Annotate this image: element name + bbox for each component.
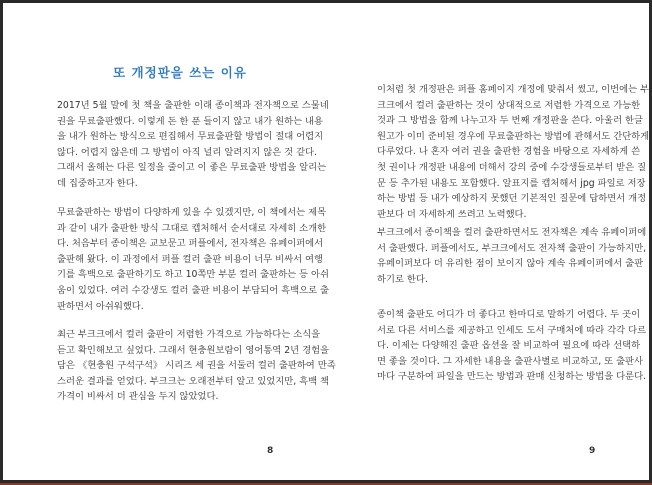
text-line: 판하면서 아쉬워했다. — [57, 300, 144, 312]
text-line: 다. 처음부터 종이책은 교보문고 퍼플에서, 전자책은 유페이퍼에서 — [57, 238, 324, 250]
text-line: 서로 다른 서비스를 제공하고 인세도 도서 구매처에 따라 각각 다르 — [377, 324, 647, 336]
text-line: 권을 무료출판했다. 이렇게 돈 한 푼 들이지 않고 내가 원하는 내용 — [57, 115, 324, 127]
text-line: 마다 구분하여 파일을 만드는 방법과 판매 신청하는 방법을 다룬다. — [377, 371, 647, 383]
text-line: 서 출판했다. 퍼플에서도, 부크크에서도 전자책 출판이 가능하지만, — [377, 242, 647, 254]
text-line: 이처럼 첫 개정판은 퍼플 홈페이지 개정에 맞춰서 썼고, 이번에는 부 — [377, 84, 650, 95]
text-line: 출판해 왔다. 이 과정에서 퍼플 컬러 출판 비용이 너무 비싸서 여행 — [57, 253, 324, 265]
text-line: 다. 이제는 다양해진 출판 옵션을 잘 비교하여 필요에 따라 선택하 — [377, 340, 641, 352]
text-line: 유페이퍼보다 더 유리한 점이 보이지 않아 계속 유페이퍼에서 출판 — [377, 258, 644, 270]
text-line: 듣고 확인해보고 싶었다. 그래서 현충원보람이 영어통역 2년 경험을 — [57, 344, 330, 356]
text-line: 움이 있었다. 여러 수강생도 컬러 출판 비용이 부담되어 흑백으로 출 — [57, 284, 330, 296]
text-line: 부크크에서 종이책을 컬러 출판하면서도 전자책은 계속 유페이퍼에 — [377, 227, 647, 238]
page-number: 8 — [267, 446, 274, 456]
paragraph — [377, 225, 647, 287]
text-line: 첫 권이나 개정판 내용에 더해서 강의 중에 수강생들로부터 받은 질 — [377, 161, 647, 173]
text-line: 데 집중하고자 한다. — [57, 177, 138, 189]
text-line: 크크에서 컬러 출판하는 것이 상대적으로 저렴한 가격으로 가능한 — [377, 99, 641, 111]
text-line: 기를 흑백으로 출판하기도 하고 10쪽만 부분 컬러 출판하는 등 아쉬 — [57, 269, 329, 281]
text-line: 원고가 이미 준비된 경우에 무료출판하는 방법에 관해서도 간단하게 — [377, 130, 650, 142]
text-line: 스러운 결과를 얻었다. 부크크는 오래전부터 알고 있었지만, 흑백 책 — [57, 375, 330, 387]
page-number: 9 — [589, 446, 596, 456]
text-line: 하는 방법 등 내가 예상하지 못했던 기본적인 질문에 답하면서 개정 — [377, 193, 647, 205]
chapter-title: 또 개정판을 쓰는 이유 — [113, 65, 247, 80]
paragraph — [57, 327, 336, 405]
paragraph — [57, 98, 329, 192]
text-line: 2017년 5월 말에 첫 책을 출판한 이래 종이책과 전자책으로 스물네 — [57, 100, 329, 111]
text-line: 최근 부크크에서 컬러 출판이 저렴한 가격으로 가능하다는 소식을 — [57, 329, 321, 340]
document-spread — [3, 3, 649, 480]
text-line: 다루었다. 나 혼자 여러 권을 출판한 경험을 바탕으로 자세하게 쓴 — [377, 146, 641, 158]
text-line: 무료출판하는 방법이 다양하게 있을 수 있겠지만, 이 책에서는 제목 — [57, 207, 327, 218]
text-line: 하기로 한다. — [377, 273, 428, 285]
text-line: 과 같이 내가 출판한 방식 그대로 캡처해서 순서대로 자세히 소개한 — [57, 222, 327, 234]
text-line: 면 좋을 것이다. 그 자세한 내용을 출판사별로 비교하고, 또 출판사 — [377, 355, 644, 367]
paragraph — [377, 307, 647, 385]
text-line: 가격이 비싸서 더 관심을 두지 않았었다. — [57, 391, 219, 403]
text-line: 을 내가 원하는 방식으로 편집해서 무료출판할 방법이 절대 어렵지 — [57, 131, 324, 143]
text-line: 담은 《현충원 구석구석》 시리즈 세 권을 서둘러 컬러 출판하여 만족 — [57, 360, 336, 372]
paragraph — [377, 82, 650, 222]
text-line: 않다. 어렵지 않은데 그 방법이 아직 널리 알려지지 않은 것 같다. — [57, 146, 317, 158]
paragraph — [57, 205, 330, 314]
text-line: 그래서 올해는 다른 일정을 줄이고 이 좋은 무료출판 방법을 알리는 — [57, 162, 327, 174]
text-line: 것과 그 방법을 함께 나누고자 두 번째 개정판을 쓴다. 아울러 한글 — [377, 115, 644, 127]
text-line: 종이책 출판도 어디가 더 좋다고 한마디로 말하기 어렵다. 두 곳이 — [377, 309, 641, 320]
text-line: 문 등 추가된 내용도 포함했다. 알표지를 캡처해서 jpg 파일로 저장 — [377, 177, 646, 189]
text-line: 판보다 더 자세하게 쓰려고 노력했다. — [377, 208, 527, 220]
